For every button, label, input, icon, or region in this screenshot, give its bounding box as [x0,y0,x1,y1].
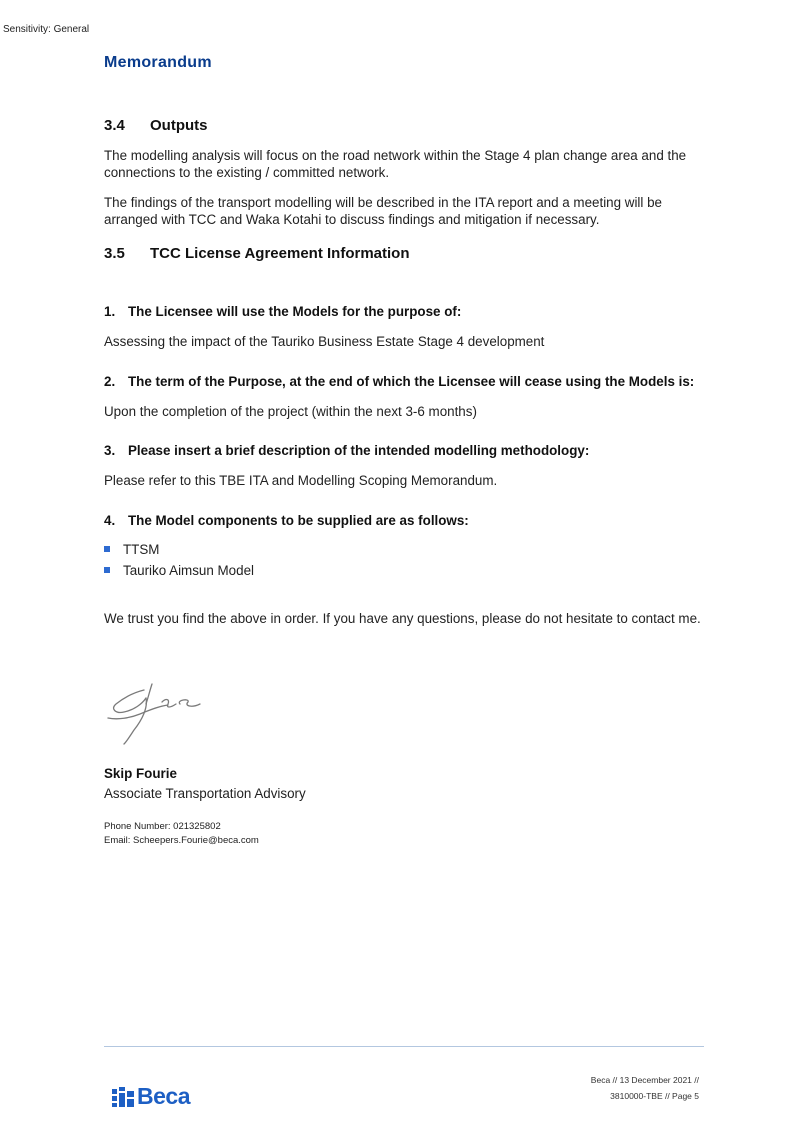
handwritten-signature [104,678,214,748]
email-address: Email: Scheepers.Fourie@beca.com [104,835,259,846]
bullet-square-icon [104,546,110,552]
phone-number: Phone Number: 021325802 [104,821,221,832]
memo-title: Memorandum [104,54,212,71]
footer-page-ref: 3810000-TBE // Page 5 [610,1091,699,1101]
question-number: 4. [104,513,116,528]
question-answer-3: Please refer to this TBE ITA and Modelling Scoping Memorandum. [104,473,498,488]
beca-logo [112,1083,190,1110]
signatory-title: Associate Transportation Advisory [104,786,306,801]
list-item-label: TTSM [123,542,160,557]
list-item [104,542,159,557]
question-answer-2: Upon the completion of the project (within the next 3-6 months) [104,404,477,419]
question-number: 3. [104,443,116,458]
footer-date: Beca // 13 December 2021 // [590,1075,699,1085]
question-text: The term of the Purpose, at the end of which the Licensee will cease using the Models is: [128,374,695,389]
signatory-name: Skip Fourie [104,766,177,781]
beca-logo-wordmark: Beca [137,1083,190,1109]
bullet-square-icon [104,567,110,573]
question-heading-3 [104,443,589,458]
question-number: 1. [104,304,116,319]
beca-logo-mark-icon [112,1087,134,1107]
section-number: 3.4 [104,117,125,134]
question-answer-1: Assessing the impact of the Tauriko Business Estate Stage 4 development [104,334,545,349]
question-text: The Model components to be supplied are as follows: [128,513,469,528]
question-heading-2 [104,374,694,389]
question-text: Please insert a brief description of the intended modelling methodology: [128,443,590,458]
section-title: TCC License Agreement Information [150,245,410,262]
list-item [104,563,254,578]
question-heading-1 [104,304,461,319]
sensitivity-label: Sensitivity: General [3,24,90,35]
section-number: 3.5 [104,245,125,262]
closing-paragraph: We trust you find the above in order. If you have any questions, please do not hesitate to contact me. [104,611,701,626]
footer-divider [104,1046,704,1047]
question-number: 2. [104,374,116,389]
section-heading-3-5 [104,245,409,262]
section-title: Outputs [150,117,208,134]
paragraph: The findings of the transport modelling will be described in the ITA report and a meeting will be arranged with TCC and Waka Kotahi to discuss findings and mitigation if necessary. [104,195,662,227]
question-text: The Licensee will use the Models for the purpose of: [128,304,462,319]
section-heading-3-4 [104,117,208,134]
question-heading-4 [104,513,469,528]
list-item-label: Tauriko Aimsun Model [123,563,254,578]
paragraph: The modelling analysis will focus on the road network within the Stage 4 plan change area and the connections to the existing / committed network. [104,148,687,180]
